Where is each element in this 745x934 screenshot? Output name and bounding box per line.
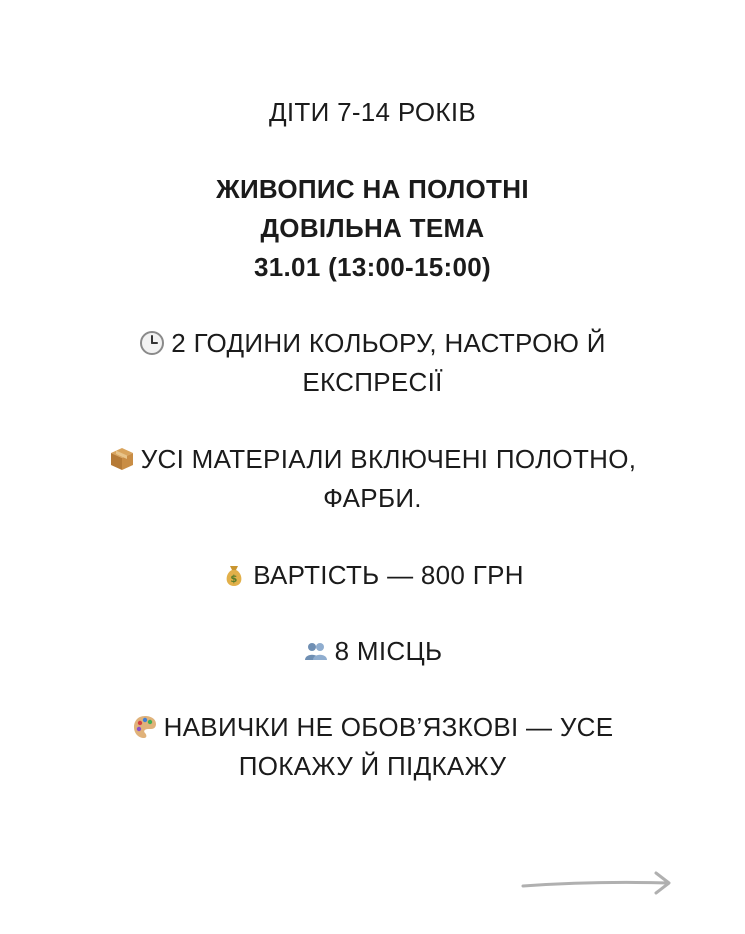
palette-icon: [132, 714, 158, 740]
date-time: 31.01 (13:00-15:00): [254, 252, 491, 282]
duration-line-1: 2 ГОДИНИ КОЛЬОРУ, НАСТРОЮ Й: [0, 325, 745, 361]
arrow-right-icon[interactable]: [520, 868, 675, 898]
money-bag-icon: [221, 562, 247, 588]
title-line-2: ДОВІЛЬНА ТЕМА: [260, 213, 485, 243]
seats-line: 8 МІСЦЬ: [0, 633, 745, 669]
clock-icon: [139, 330, 165, 356]
title-line-1: ЖИВОПИС НА ПОЛОТНІ: [216, 174, 529, 204]
package-icon: [109, 446, 135, 472]
skills-line-2: ПОКАЖУ Й ПІДКАЖУ: [238, 751, 507, 781]
materials-line-2: ФАРБИ.: [323, 483, 422, 513]
price-line: $ ВАРТІСТЬ — 800 ГРН: [0, 557, 745, 593]
svg-text:$: $: [230, 574, 238, 585]
people-icon: [303, 638, 329, 664]
duration-line-2: ЕКСПРЕСІЇ: [302, 367, 443, 397]
skills-line-1: НАВИЧКИ НЕ ОБОВ’ЯЗКОВІ — УСЕ: [0, 709, 745, 745]
materials-line-1: УСІ МАТЕРІАЛИ ВКЛЮЧЕНІ ПОЛОТНО,: [0, 441, 745, 477]
age-label: ДІТИ 7-14 РОКІВ: [268, 97, 477, 127]
